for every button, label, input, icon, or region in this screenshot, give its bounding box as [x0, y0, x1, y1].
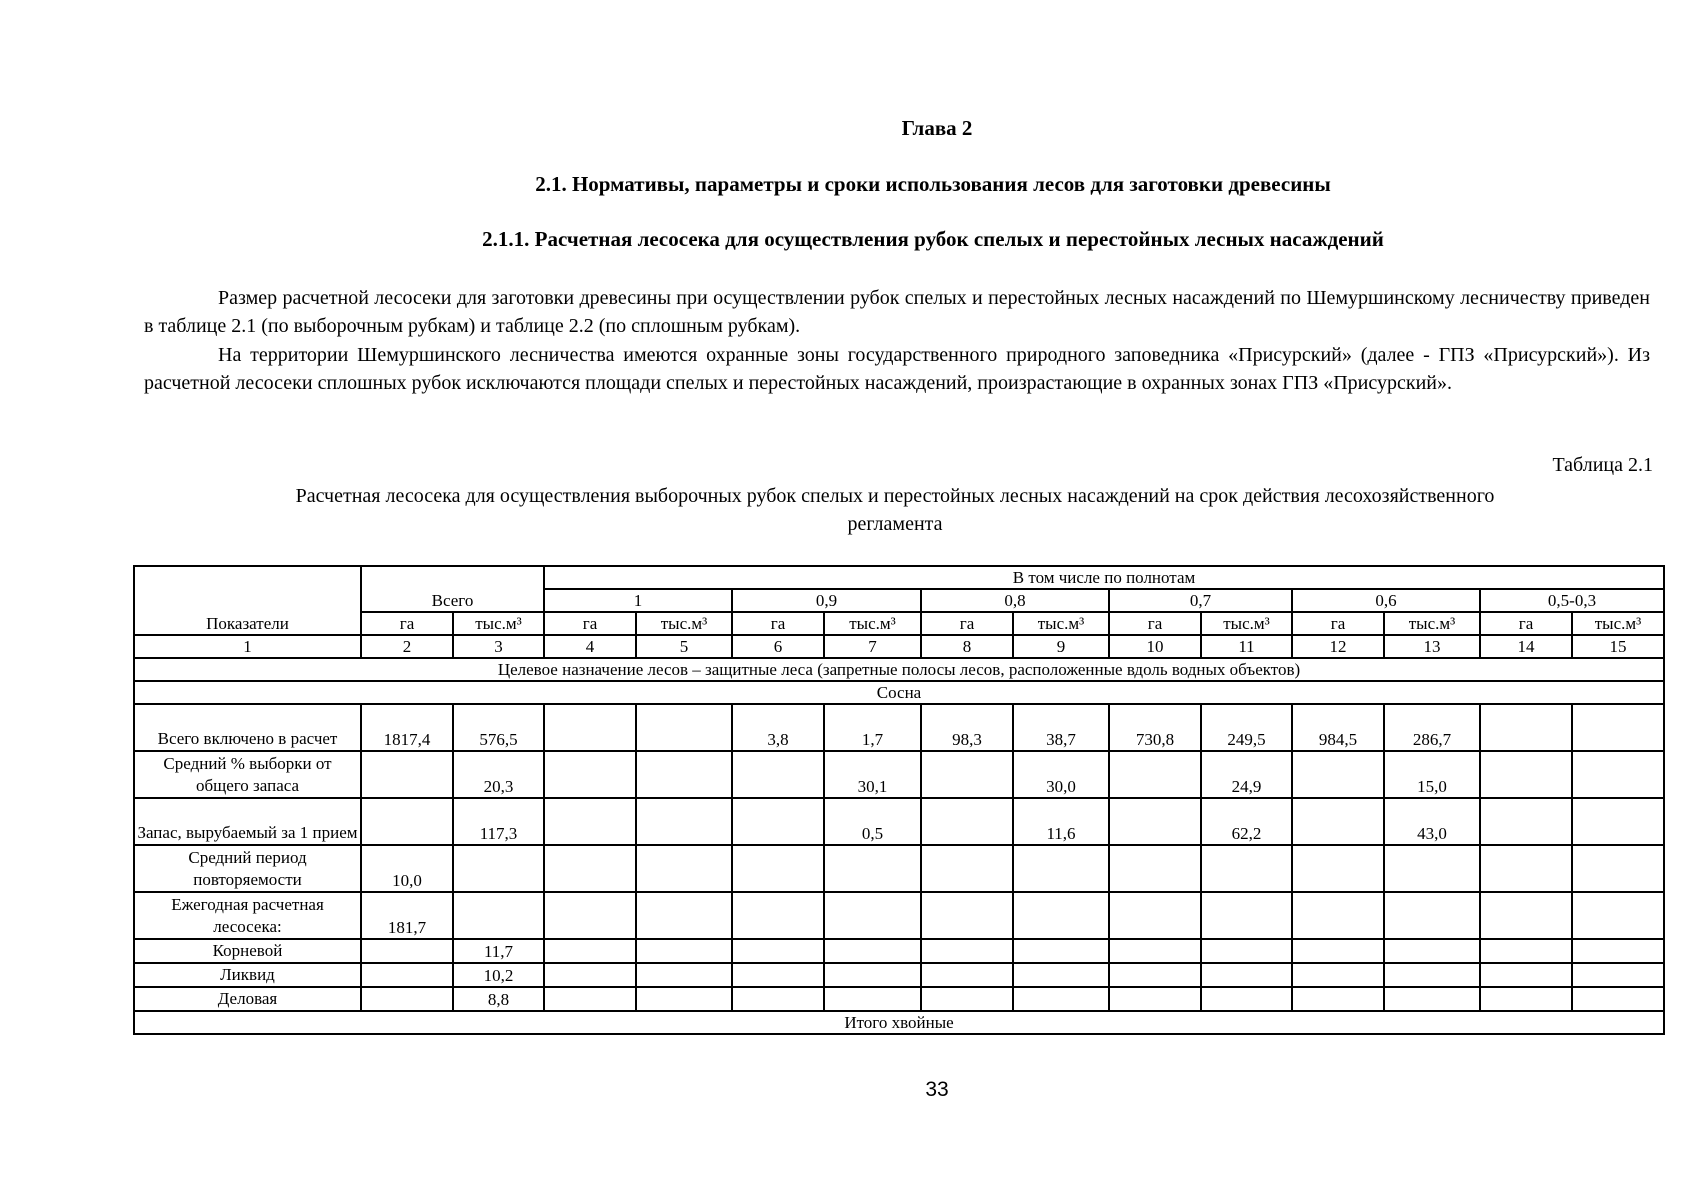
table-cell [544, 751, 636, 798]
table-cell [921, 751, 1013, 798]
table-cell: 249,5 [1201, 704, 1292, 751]
section-title: 2.1. Нормативы, параметры и сроки использования лесов для заготовки древесины [535, 172, 1331, 196]
table-cell [1384, 892, 1480, 939]
table-cell [1572, 892, 1664, 939]
table-cell [921, 845, 1013, 892]
table-row [134, 939, 1664, 963]
table-cell [361, 798, 453, 845]
column-number: 2 [361, 635, 453, 658]
paragraph-2: На территории Шемуршинского лесничества имеются охранные зоны государственного природного заповедника «Присурский» (далее - ГПЗ «Присурский»). Из расчетной лесосеки сплошных рубок исключаются площади спелых и перестойных насаждений, произрастающие в охранных зонах ГПЗ «Присурский». [144, 344, 1650, 394]
row-label: Корневой [134, 939, 361, 963]
table-cell: 38,7 [1013, 704, 1109, 751]
table-caption: Расчетная лесосека для осуществления выборочных рубок спелых и перестойных лесных насаждений на срок действия лесохозяйственного регламента [295, 485, 1495, 535]
table-cell [1109, 987, 1201, 1011]
table-cell [1480, 845, 1572, 892]
table-cell [1201, 892, 1292, 939]
species-row [134, 681, 1664, 704]
unit-m3: тыс.м³ [1572, 612, 1664, 635]
table-cell [732, 939, 824, 963]
table-cell: 117,3 [453, 798, 544, 845]
table-row [134, 751, 1664, 798]
table-cell [544, 845, 636, 892]
table-cell [361, 987, 453, 1011]
total-conifers-label: Итого хвойные [134, 1011, 1664, 1034]
forest-purpose: Целевое назначение лесов – защитные леса (запретные полосы лесов, расположенные вдоль водных объектов) [134, 658, 1664, 681]
table-cell: 30,0 [1013, 751, 1109, 798]
table-cell [544, 963, 636, 987]
table-cell [824, 987, 921, 1011]
table-cell: 3,8 [732, 704, 824, 751]
table-cell [544, 987, 636, 1011]
table-cell [1292, 892, 1384, 939]
table-cell [636, 845, 732, 892]
header-density-group: 0,6 [1292, 589, 1480, 612]
unit-ha: га [732, 612, 824, 635]
paragraph-1: Размер расчетной лесосеки для заготовки древесины при осуществлении рубок спелых и перестойных лесных насаждений по Шемуршинскому лесничеству приведен в таблице 2.1 (по выборочным рубкам) и таблице 2.2 (по сплошным рубкам). [144, 287, 1650, 337]
table-cell: 8,8 [453, 987, 544, 1011]
table-cell [1480, 798, 1572, 845]
table-cell [1013, 987, 1109, 1011]
table-cell [1572, 845, 1664, 892]
table-cell [732, 751, 824, 798]
table-cell [1572, 963, 1664, 987]
table-cell [1572, 704, 1664, 751]
subsection-title: 2.1.1. Расчетная лесосека для осуществления рубок спелых и перестойных лесных насаждений [482, 227, 1384, 251]
row-label: Средний % выборки от общего запаса [134, 751, 361, 798]
table-cell: 181,7 [361, 892, 453, 939]
table-cell [1292, 751, 1384, 798]
table-body [134, 658, 1664, 1034]
table-cell [1292, 939, 1384, 963]
column-number: 3 [453, 635, 544, 658]
column-number: 9 [1013, 635, 1109, 658]
header-row-1 [134, 566, 1664, 589]
table-cell: 0,5 [824, 798, 921, 845]
row-label: Ежегодная расчетная лесосека: [134, 892, 361, 939]
unit-m3: тыс.м³ [1013, 612, 1109, 635]
table-cell [1013, 963, 1109, 987]
header-units-row [134, 612, 1664, 635]
header-indicators: Показатели [134, 566, 361, 635]
table-row [134, 987, 1664, 1011]
table-cell [824, 892, 921, 939]
table-cell [636, 987, 732, 1011]
table-cell [1384, 939, 1480, 963]
table-cell [636, 892, 732, 939]
table-cell: 62,2 [1201, 798, 1292, 845]
table-cell [636, 704, 732, 751]
table-cell: 43,0 [1384, 798, 1480, 845]
table-cell: 1817,4 [361, 704, 453, 751]
table-cell [1572, 751, 1664, 798]
table-cell [1201, 845, 1292, 892]
unit-ha: га [921, 612, 1013, 635]
table-cell: 286,7 [1384, 704, 1480, 751]
table-cell [1480, 987, 1572, 1011]
column-number: 11 [1201, 635, 1292, 658]
total-conifers-row [134, 1011, 1664, 1034]
column-number: 12 [1292, 635, 1384, 658]
unit-ha: га [1109, 612, 1201, 635]
table-cell [1201, 963, 1292, 987]
table-cell [636, 939, 732, 963]
table-cell: 15,0 [1384, 751, 1480, 798]
table-cell [732, 798, 824, 845]
table-cell [1384, 845, 1480, 892]
table-cell [921, 798, 1013, 845]
table-cell [1384, 963, 1480, 987]
table-cell [824, 963, 921, 987]
column-number: 13 [1384, 635, 1480, 658]
page-number: 33 [925, 1078, 949, 1101]
table-row [134, 845, 1664, 892]
header-density-group: 0,5-0,3 [1480, 589, 1664, 612]
table-cell [1292, 987, 1384, 1011]
table-cell [361, 751, 453, 798]
unit-ha: га [1292, 612, 1384, 635]
header-including-by-density: В том числе по полнотам [544, 566, 1664, 589]
header-density-group: 0,9 [732, 589, 921, 612]
table-cell [1292, 798, 1384, 845]
table-cell [1201, 987, 1292, 1011]
table-cell [732, 845, 824, 892]
table-cell [361, 963, 453, 987]
table-cell: 98,3 [921, 704, 1013, 751]
table-cell: 576,5 [453, 704, 544, 751]
unit-m3: тыс.м³ [824, 612, 921, 635]
table-cell [1013, 845, 1109, 892]
table-cell [921, 987, 1013, 1011]
table-cell [1572, 939, 1664, 963]
table-cell [1292, 963, 1384, 987]
table-cell [1201, 939, 1292, 963]
table-cell [1013, 892, 1109, 939]
table-cell: 20,3 [453, 751, 544, 798]
table-cell [636, 751, 732, 798]
table-cell [544, 798, 636, 845]
table-cell: 10,2 [453, 963, 544, 987]
table-cell [544, 704, 636, 751]
purpose-row [134, 658, 1664, 681]
table-cell: 984,5 [1292, 704, 1384, 751]
table-cell: 11,6 [1013, 798, 1109, 845]
table-cell [1572, 798, 1664, 845]
table-cell [1109, 845, 1201, 892]
row-label: Всего включено в расчет [134, 704, 361, 751]
table-cell [636, 798, 732, 845]
table-cell [1384, 987, 1480, 1011]
table-cell [824, 939, 921, 963]
table-cell [1109, 751, 1201, 798]
column-number: 4 [544, 635, 636, 658]
table-cell: 11,7 [453, 939, 544, 963]
column-number: 8 [921, 635, 1013, 658]
table-cell [921, 892, 1013, 939]
table-cell [453, 845, 544, 892]
table-label: Таблица 2.1 [1552, 454, 1653, 476]
table-cell [361, 939, 453, 963]
table-cell [921, 963, 1013, 987]
table-cell [824, 845, 921, 892]
unit-m3: тыс.м³ [1384, 612, 1480, 635]
table-cell: 1,7 [824, 704, 921, 751]
unit-ha: га [544, 612, 636, 635]
table-cell: 10,0 [361, 845, 453, 892]
table-cell [453, 892, 544, 939]
table-row [134, 798, 1664, 845]
table-cell: 24,9 [1201, 751, 1292, 798]
table-cell [1109, 939, 1201, 963]
table-cell [921, 939, 1013, 963]
table-cell [1109, 963, 1201, 987]
table-row [134, 892, 1664, 939]
column-number: 15 [1572, 635, 1664, 658]
column-number: 6 [732, 635, 824, 658]
table-cell [1013, 939, 1109, 963]
table-cell [1109, 798, 1201, 845]
species-name: Сосна [134, 681, 1664, 704]
column-number: 5 [636, 635, 732, 658]
column-numbers-row [134, 635, 1664, 658]
table-cell [732, 987, 824, 1011]
row-label: Средний период повторяемости [134, 845, 361, 892]
row-label: Запас, вырубаемый за 1 прием [134, 798, 361, 845]
table-cell [1480, 963, 1572, 987]
header-total: Всего [361, 566, 544, 612]
header-density-group: 0,8 [921, 589, 1109, 612]
table-cell [1292, 845, 1384, 892]
row-label: Ликвид [134, 963, 361, 987]
table-row [134, 963, 1664, 987]
table-cell [636, 963, 732, 987]
cutting-area-table [133, 565, 1665, 1035]
table-cell [732, 963, 824, 987]
header-density-group: 1 [544, 589, 732, 612]
column-number: 1 [134, 635, 361, 658]
chapter-heading: Глава 2 [901, 116, 973, 140]
table-cell [1480, 939, 1572, 963]
table-cell: 30,1 [824, 751, 921, 798]
unit-ha: га [1480, 612, 1572, 635]
table-cell [1109, 892, 1201, 939]
column-number: 14 [1480, 635, 1572, 658]
table-cell [1480, 751, 1572, 798]
table-cell [1480, 892, 1572, 939]
table-row [134, 704, 1664, 751]
column-number: 10 [1109, 635, 1201, 658]
table-cell [544, 939, 636, 963]
column-number: 7 [824, 635, 921, 658]
table-cell [1480, 704, 1572, 751]
unit-m3: тыс.м³ [1201, 612, 1292, 635]
table-cell [544, 892, 636, 939]
table-cell [1572, 987, 1664, 1011]
table-cell: 730,8 [1109, 704, 1201, 751]
unit-m3: тыс.м³ [453, 612, 544, 635]
unit-ha: га [361, 612, 453, 635]
table-cell [732, 892, 824, 939]
row-label: Деловая [134, 987, 361, 1011]
unit-m3: тыс.м³ [636, 612, 732, 635]
header-density-group: 0,7 [1109, 589, 1292, 612]
